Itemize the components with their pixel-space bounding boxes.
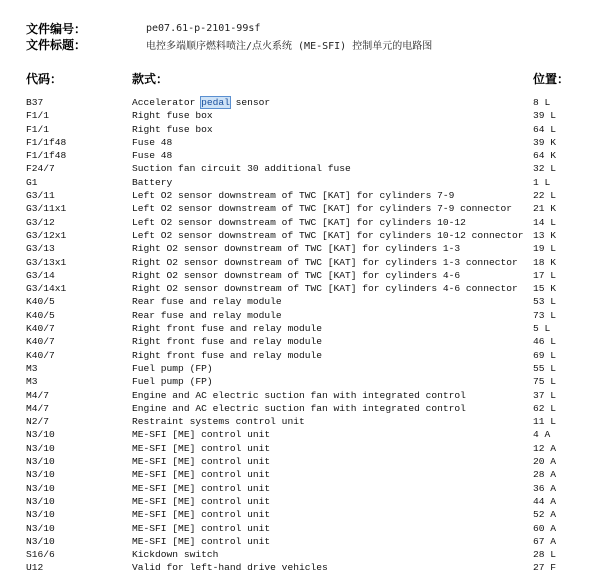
row-position: 67 A — [533, 535, 557, 547]
row-code: M3 — [26, 376, 38, 388]
row-description: ME-SFI [ME] control unit — [132, 482, 271, 494]
table-row — [0, 282, 601, 295]
row-code: F24/7 — [26, 163, 55, 175]
table-row — [0, 322, 601, 335]
column-header-position: 位置： — [533, 72, 570, 86]
table-row — [0, 136, 601, 149]
row-description: ME-SFI [ME] control unit — [132, 522, 271, 534]
row-description: Kickdown switch — [132, 549, 219, 561]
row-code: S16/6 — [26, 549, 55, 561]
row-position: 18 K — [533, 256, 557, 268]
table-row — [0, 442, 601, 455]
table-row — [0, 468, 601, 481]
row-position: 19 L — [533, 243, 557, 255]
table-row — [0, 389, 601, 402]
row-code: K40/7 — [26, 323, 55, 335]
row-description: Valid for left-hand drive vehicles — [132, 562, 328, 571]
row-position: 8 L — [533, 97, 551, 108]
row-code: K40/5 — [26, 309, 55, 321]
table-row — [0, 242, 601, 255]
row-code: M3 — [26, 362, 38, 374]
row-code: G1 — [26, 176, 38, 188]
row-code: G3/14 — [26, 269, 55, 281]
row-description: Left O2 sensor downstream of TWC [KAT] for cylinders 7-9 — [132, 190, 455, 202]
row-position: 73 L — [533, 309, 557, 321]
row-code: F1/1 — [26, 110, 50, 122]
row-description: ME-SFI [ME] control unit — [132, 469, 271, 481]
table-row — [0, 455, 601, 468]
table-row — [0, 495, 601, 508]
table-row — [0, 109, 601, 122]
doc-title-row — [26, 36, 432, 52]
table-row — [0, 428, 601, 441]
row-position: 12 A — [533, 442, 557, 454]
row-description: Rear fuse and relay module — [132, 309, 282, 321]
row-description: Right O2 sensor downstream of TWC [KAT] for cylinders 4-6 connector — [132, 283, 518, 295]
row-description: Engine and AC electric suction fan with integrated control — [132, 402, 466, 414]
row-description: ME-SFI [ME] control unit — [132, 456, 271, 468]
table-row — [0, 176, 601, 189]
row-code: G3/14x1 — [26, 283, 67, 295]
row-code: G3/11x1 — [26, 203, 67, 215]
table-row — [0, 482, 601, 495]
table-row — [0, 535, 601, 548]
row-position: 5 L — [533, 323, 551, 335]
row-code: K40/5 — [26, 296, 55, 308]
row-position: 46 L — [533, 336, 557, 348]
table-row — [0, 402, 601, 415]
row-description: Engine and AC electric suction fan with integrated control — [132, 389, 466, 401]
table-row — [0, 522, 601, 535]
row-description: ME-SFI [ME] control unit — [132, 429, 271, 441]
parts-table — [0, 96, 601, 571]
row-position: 39 L — [533, 110, 557, 122]
table-row — [0, 362, 601, 375]
row-code: G3/13 — [26, 243, 55, 255]
table-row — [0, 229, 601, 242]
table-row — [0, 256, 601, 269]
doc-number-label: 文件编号： — [26, 21, 87, 36]
row-position: 55 L — [533, 362, 557, 374]
row-description: Left O2 sensor downstream of TWC [KAT] for cylinders 7-9 connector — [132, 203, 512, 215]
row-code: M4/7 — [26, 402, 50, 414]
row-description-post: sensor — [229, 97, 271, 108]
row-position: 53 L — [533, 296, 557, 308]
row-description: Restraint systems control unit — [132, 416, 305, 428]
row-description: ME-SFI [ME] control unit — [132, 509, 271, 521]
row-position: 15 K — [533, 283, 557, 295]
row-code: N3/10 — [26, 509, 55, 521]
row-code: M4/7 — [26, 389, 50, 401]
table-row — [0, 162, 601, 175]
doc-number-value: pe07.61-p-2101-99sf — [146, 22, 261, 34]
row-position: 13 K — [533, 229, 557, 241]
row-description: Right O2 sensor downstream of TWC [KAT] for cylinders 4-6 — [132, 269, 461, 281]
row-position: 37 L — [533, 389, 557, 401]
row-code: N3/10 — [26, 469, 55, 481]
row-description — [132, 96, 270, 109]
row-code: G3/12 — [26, 216, 55, 228]
table-row — [0, 349, 601, 362]
row-description: Right front fuse and relay module — [132, 349, 322, 361]
table-row — [0, 335, 601, 348]
table-row — [0, 216, 601, 229]
row-position: 22 L — [533, 190, 557, 202]
row-description: Fuel pump (FP) — [132, 376, 213, 388]
row-position: 28 L — [533, 549, 557, 561]
row-code: G3/12x1 — [26, 229, 67, 241]
row-description: ME-SFI [ME] control unit — [132, 535, 271, 547]
row-position: 39 K — [533, 136, 557, 148]
row-code: G3/11 — [26, 190, 55, 202]
row-position: 28 A — [533, 469, 557, 481]
row-description: ME-SFI [ME] control unit — [132, 495, 271, 507]
row-position: 62 L — [533, 402, 557, 414]
row-code: F1/1 — [26, 123, 50, 135]
row-description: Fuse 48 — [132, 150, 173, 162]
row-code: N2/7 — [26, 416, 50, 428]
row-code: N3/10 — [26, 482, 55, 494]
row-description: Fuse 48 — [132, 136, 173, 148]
row-position: 32 L — [533, 163, 557, 175]
row-position: 64 K — [533, 150, 557, 162]
row-position: 14 L — [533, 216, 557, 228]
row-description: Fuel pump (FP) — [132, 362, 213, 374]
doc-title-label: 文件标题： — [26, 37, 87, 52]
row-code: N3/10 — [26, 495, 55, 507]
row-code: F1/1f48 — [26, 150, 67, 162]
table-row — [0, 508, 601, 521]
row-position: 36 A — [533, 482, 557, 494]
row-description-pre: Accelerator — [132, 97, 202, 108]
table-row — [0, 149, 601, 162]
table-row — [0, 309, 601, 322]
table-row — [0, 202, 601, 215]
row-position: 69 L — [533, 349, 557, 361]
table-row — [0, 548, 601, 561]
column-header-code: 代码： — [26, 72, 63, 86]
row-description: Right O2 sensor downstream of TWC [KAT] for cylinders 1-3 connector — [132, 256, 518, 268]
row-position: 21 K — [533, 203, 557, 215]
row-code: K40/7 — [26, 349, 55, 361]
table-row — [0, 375, 601, 388]
doc-title-value: 电控多端顺序燃料喷注/点火系统 (ME-SFI) 控制单元的电路图 — [146, 40, 433, 52]
table-row — [0, 295, 601, 308]
row-code: N3/10 — [26, 442, 55, 454]
row-position: 11 L — [533, 416, 557, 428]
table-row — [0, 96, 601, 109]
row-position: 44 A — [533, 495, 557, 507]
row-position: 60 A — [533, 522, 557, 534]
row-description: Rear fuse and relay module — [132, 296, 282, 308]
search-highlight[interactable]: pedal — [201, 97, 230, 108]
row-code: N3/10 — [26, 522, 55, 534]
row-description: ME-SFI [ME] control unit — [132, 442, 271, 454]
row-position: 4 A — [533, 429, 551, 441]
row-description: Right fuse box — [132, 110, 213, 122]
row-position: 75 L — [533, 376, 557, 388]
row-code: B37 — [26, 97, 44, 108]
row-position: 64 L — [533, 123, 557, 135]
row-description: Left O2 sensor downstream of TWC [KAT] for cylinders 10-12 — [132, 216, 466, 228]
row-description: Right O2 sensor downstream of TWC [KAT] for cylinders 1-3 — [132, 243, 461, 255]
row-position: 17 L — [533, 269, 557, 281]
row-position: 1 L — [533, 176, 551, 188]
table-row — [0, 269, 601, 282]
row-code: U12 — [26, 562, 44, 571]
row-code: K40/7 — [26, 336, 55, 348]
table-row — [0, 189, 601, 202]
row-description: Right fuse box — [132, 123, 213, 135]
row-position: 27 F — [533, 562, 557, 571]
row-description: Suction fan circuit 30 additional fuse — [132, 163, 351, 175]
row-description: Battery — [132, 176, 173, 188]
column-header-style: 款式： — [132, 72, 169, 86]
row-description: Right front fuse and relay module — [132, 336, 322, 348]
row-position: 20 A — [533, 456, 557, 468]
row-code: N3/10 — [26, 535, 55, 547]
row-description: Left O2 sensor downstream of TWC [KAT] for cylinders 10-12 connector — [132, 229, 524, 241]
table-row — [0, 561, 601, 571]
table-row — [0, 415, 601, 428]
row-description: Right front fuse and relay module — [132, 323, 322, 335]
doc-number-row — [26, 20, 260, 36]
table-row — [0, 123, 601, 136]
row-code: F1/1f48 — [26, 136, 67, 148]
row-code: G3/13x1 — [26, 256, 67, 268]
row-code: N3/10 — [26, 429, 55, 441]
row-code: N3/10 — [26, 456, 55, 468]
row-position: 52 A — [533, 509, 557, 521]
